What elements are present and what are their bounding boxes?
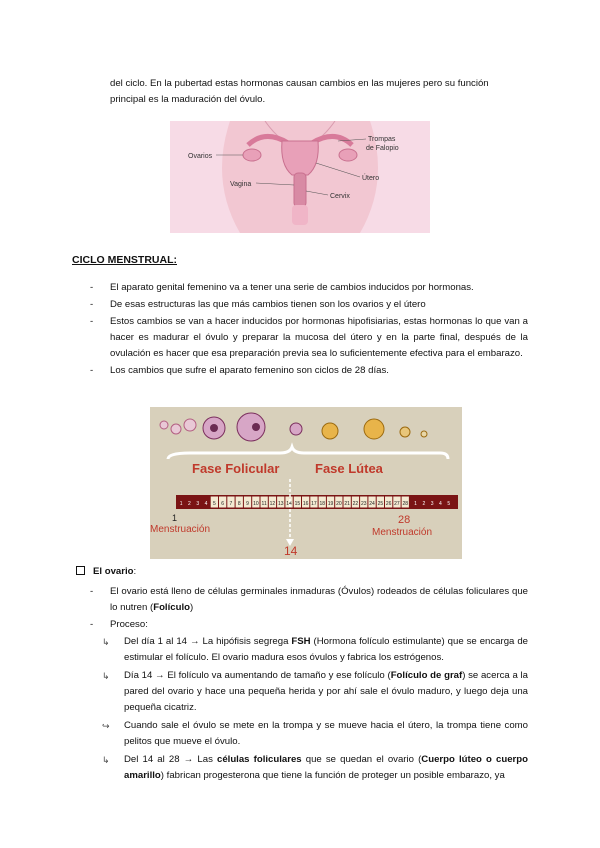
list-item xyxy=(88,584,528,616)
day-cell-label: 19 xyxy=(327,501,334,507)
item-text: ) xyxy=(189,602,194,613)
day-cell-label: 13 xyxy=(277,501,284,507)
day-cell-label: 16 xyxy=(302,501,309,507)
phase-folicular-label: Fase Folicular xyxy=(192,461,280,476)
section-title: CICLO MENSTRUAL: xyxy=(72,254,177,266)
item-text: (Hormona folículo estimulante) que se encarga de estimular el folículo. El ovario madura esos óvulos y fabrica los estrógenos. xyxy=(124,636,528,663)
checkbox-bullet-icon xyxy=(76,566,85,575)
day-cell-label: 15 xyxy=(294,501,301,507)
item-bold: células foliculares xyxy=(216,754,302,765)
day-cell-label: 2 xyxy=(188,501,191,507)
item-bold: Cuerpo lúteo o cuerpo amarillo xyxy=(124,754,528,781)
arrow-icon: ↳ xyxy=(102,637,110,647)
phase-lutea-label: Fase Lútea xyxy=(315,461,383,476)
menstruacion-right-label: Menstruación xyxy=(372,527,433,538)
day-cell-label: 1 xyxy=(414,501,417,507)
day-cell-label: 1 xyxy=(179,501,183,507)
intro-line-2: principal es la maduración del óvulo. xyxy=(110,94,266,105)
list-item xyxy=(102,634,528,666)
day-one-label: 1 xyxy=(172,513,178,523)
day-cell-label: 5 xyxy=(447,501,451,507)
arrow-icon: ↪ xyxy=(102,721,110,731)
day-cell-label: 11 xyxy=(261,501,267,507)
label-trompas-2: de Falopio xyxy=(366,145,399,152)
list-item xyxy=(88,617,528,633)
day-cell-label: 12 xyxy=(269,501,276,507)
intro-paragraph xyxy=(110,76,530,108)
label-utero: Útero xyxy=(362,175,380,182)
day-cell-label: 10 xyxy=(253,501,259,507)
label-trompas-1: Trompas xyxy=(368,136,396,143)
label-vagina: Vagina xyxy=(230,181,252,188)
day-cell-label: 27 xyxy=(394,501,400,507)
arrow-icon: ↳ xyxy=(102,671,110,681)
day-cell-label: 21 xyxy=(344,501,350,507)
ovario-colon: : xyxy=(133,566,137,577)
list-item: - Estos cambios se van a hacer inducidos por hormonas hipofisiarias, estas hormonas lo que van a hacer es madurar el óvulo y preparar la mucosa del útero y en la parte final, después de la ovulación es hacer que esa preparación previa sea lo suficientemente efectiva para el embarazo. xyxy=(88,314,528,362)
follicle-stages xyxy=(160,413,427,441)
day-cell-label: 6 xyxy=(221,501,225,507)
cycle-list xyxy=(88,280,528,380)
ovario-list xyxy=(88,584,528,634)
day-cell-label: 4 xyxy=(204,501,208,507)
reproductive-system-figure xyxy=(170,121,430,233)
day-cell-label: 14 xyxy=(286,501,292,507)
item-bold: FSH xyxy=(291,636,311,647)
list-item: - De esas estructuras las que más cambios tienen son los ovarios y el útero xyxy=(88,297,528,313)
item-text: Del 14 al 28 → Las xyxy=(124,754,217,765)
list-item: - El aparato genital femenino va a tener una serie de cambios inducidos por hormonas. xyxy=(88,280,528,296)
item-text: El ovario está lleno de células germinales inmaduras (Óvulos) rodeados de células foliculares que lo nutren ( xyxy=(110,586,528,613)
day-cell-label: 28 xyxy=(402,501,409,507)
list-item xyxy=(102,668,528,716)
item-bold: Folículo de graf xyxy=(390,670,463,681)
list-item xyxy=(102,752,528,784)
item-text: que se quedan el ovario ( xyxy=(301,754,422,765)
intro-line-1: del ciclo. En la pubertad estas hormonas causan cambios en las mujeres pero su función xyxy=(110,78,489,89)
day-cell-label: 3 xyxy=(430,501,434,507)
item-text: ) se acerca a la pared del ovario y hace una pequeña herida y por ahí sale el óvulo maduro, y luego deja una pequeña cicatriz. xyxy=(124,670,528,713)
day-cell-label: 7 xyxy=(229,501,233,507)
item-text: Proceso: xyxy=(110,619,148,630)
menstrual-cycle-figure xyxy=(150,407,462,559)
ovario-heading xyxy=(76,566,136,577)
day-cell-label: 9 xyxy=(246,501,249,507)
ovario-title: El ovario xyxy=(93,566,134,577)
label-cervix: Cervix xyxy=(330,193,350,200)
item-bold: Folículo xyxy=(153,602,190,613)
day-cell-label: 23 xyxy=(360,501,367,507)
day-cell-label: 22 xyxy=(352,501,359,507)
day-cell-label: 8 xyxy=(237,501,241,507)
item-text: Día 14 → El folículo va aumentando de tamaño y ese folículo ( xyxy=(124,670,391,681)
day-cell-label: 5 xyxy=(212,501,216,507)
day-cell-label: 24 xyxy=(369,501,375,507)
label-ovarios: Ovarios xyxy=(188,153,213,160)
arrow-icon: ↳ xyxy=(102,755,110,765)
day-fourteen-label: 14 xyxy=(284,544,298,558)
menstruacion-left-label: Menstruación xyxy=(150,524,211,535)
bar-days-right xyxy=(412,497,453,508)
day-cell-label: 17 xyxy=(311,501,317,507)
day-cell-label: 18 xyxy=(319,501,326,507)
menstrual-cycle-diagram xyxy=(150,407,462,559)
day-twentyeight-label: 28 xyxy=(398,514,411,526)
reproductive-system-illustration xyxy=(170,121,430,233)
day-cell-label: 26 xyxy=(385,501,392,507)
day-cell-label: 4 xyxy=(439,501,442,507)
day-cell-label: 20 xyxy=(336,501,342,507)
proceso-list xyxy=(102,634,528,786)
day-cell-label: 25 xyxy=(377,501,384,507)
item-text: Cuando sale el óvulo se mete en la trompa y se mueve hacia el útero, la trompa tiene como pelitos que mueve el óvulo. xyxy=(124,720,528,747)
list-item: - Los cambios que sufre el aparato femenino son ciclos de 28 días. xyxy=(88,363,528,379)
day-cell-label: 2 xyxy=(422,501,426,507)
list-item xyxy=(102,718,528,750)
item-text: Del día 1 al 14 → La hipófisis segrega xyxy=(124,636,292,647)
item-text: ) fabrican progesterona que tiene la función de proteger un posible embarazo, ya xyxy=(160,770,505,781)
day-cell-label: 3 xyxy=(196,501,200,507)
